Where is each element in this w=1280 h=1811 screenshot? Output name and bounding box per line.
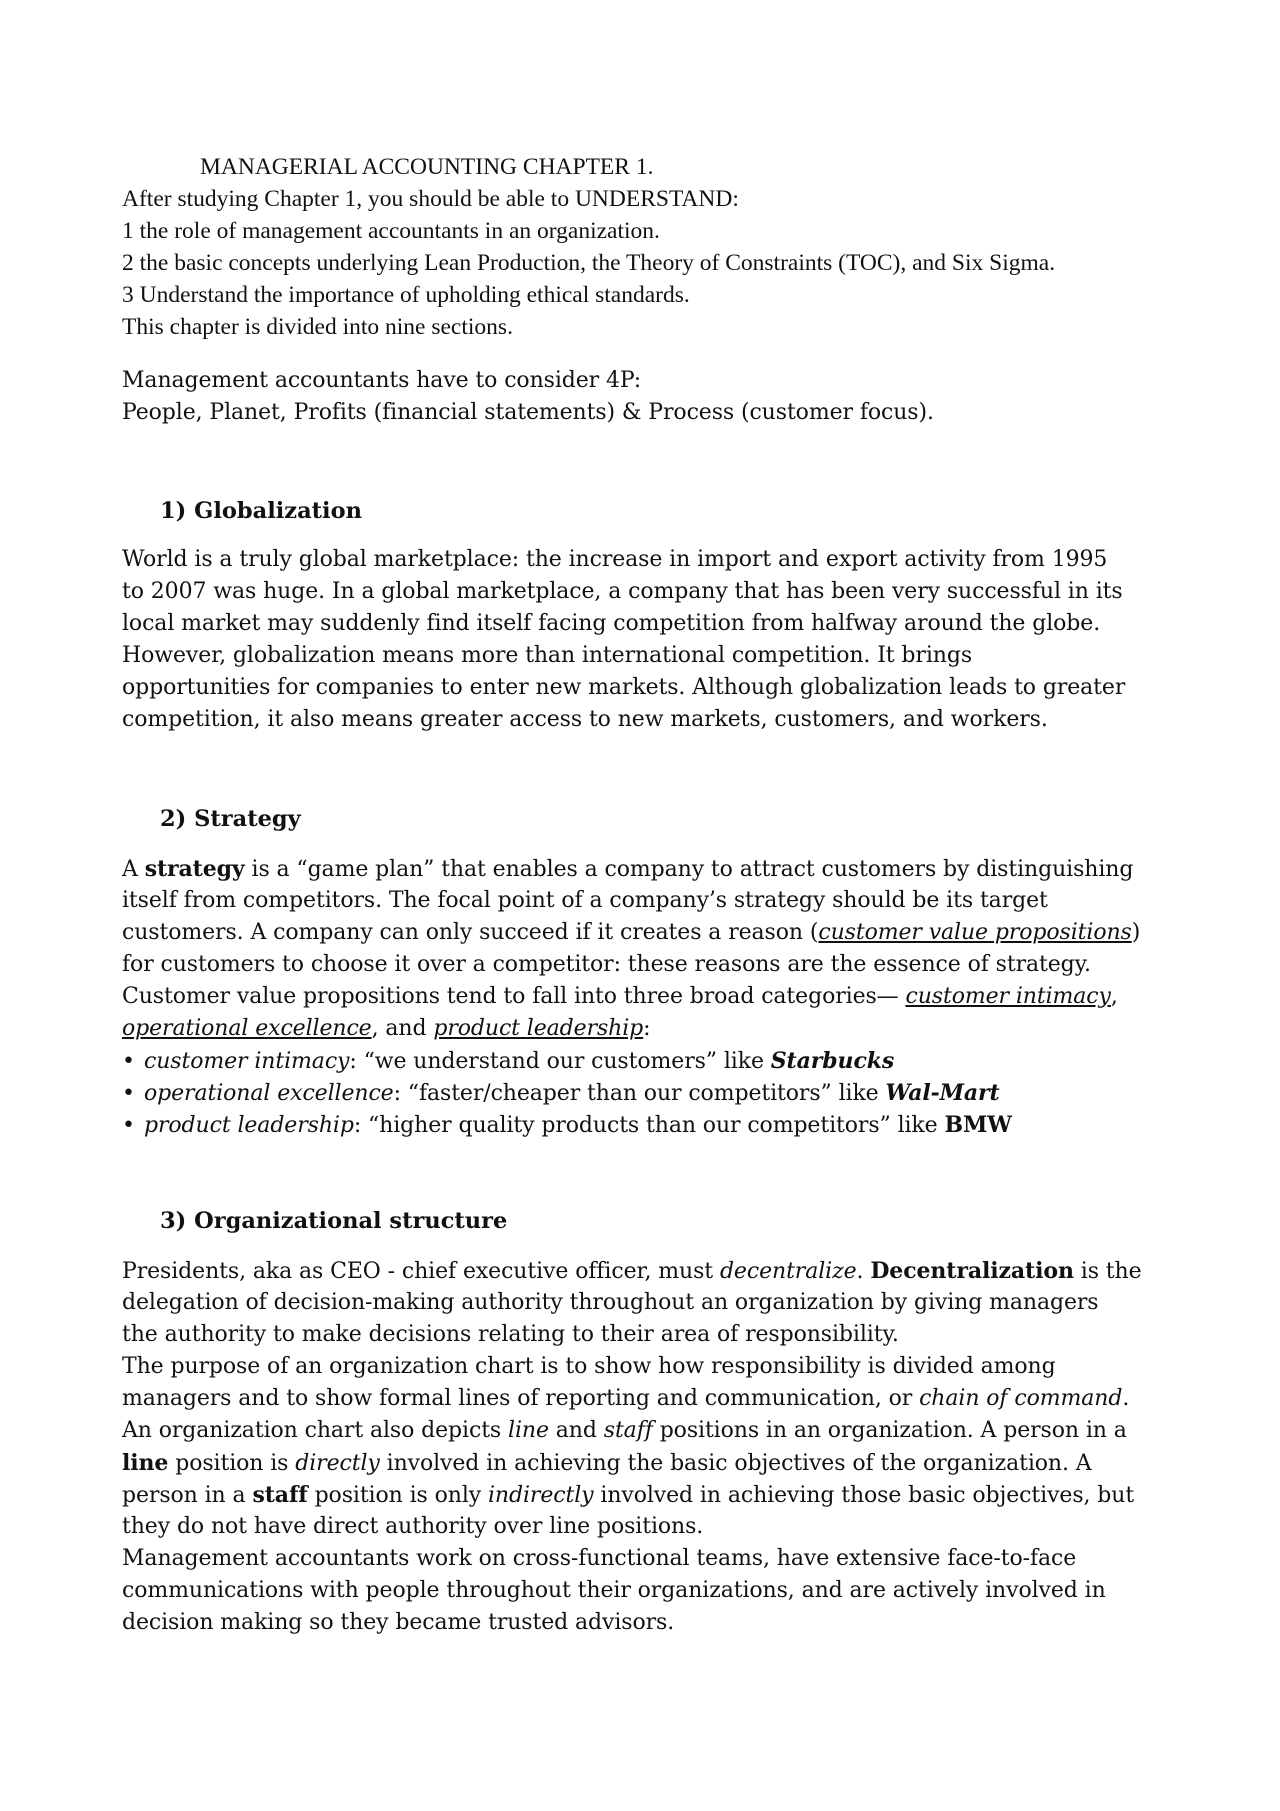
bullet-item: • customer intimacy: “we understand our customers” like Starbucks [122,1048,895,1074]
paragraph-line: decision making so they became trusted advisors. [122,1610,675,1635]
fourp-line: Management accountants have to consider 4P: [122,368,642,393]
paragraph-line: competition, it also means greater access to new markets, customers, and workers. [122,707,1048,732]
paragraph-line: to 2007 was huge. In a global marketplace, a company that has been very successful in its [122,579,1123,604]
fourp-line: People, Planet, Profits (financial statements) & Process (customer focus). [122,400,934,425]
paragraph-line: Customer value propositions tend to fall into three broad categories— customer intimacy, [122,984,1118,1009]
paragraph-line: managers and to show formal lines of reporting and communication, or chain of command. [122,1386,1130,1411]
paragraph-line: itself from competitors. The focal point of a company’s strategy should be its target [122,888,1048,913]
paragraph-line: delegation of decision-making authority throughout an organization by giving managers [122,1290,1099,1315]
paragraph-line: local market may suddenly find itself facing competition from halfway around the globe. [122,611,1101,636]
term-customer-value-propositions: customer value propositions [818,920,1132,945]
intro-line: 2 the basic concepts underlying Lean Production, the Theory of Constraints (TOC), and Six Sigma. [122,250,1056,276]
bullet-item: • product leadership: “higher quality products than our competitors” like BMW [122,1112,1012,1138]
paragraph-line: line position is directly involved in achieving the basic objectives of the organization. A [122,1450,1092,1476]
term-operational-excellence: operational excellence [122,1016,372,1041]
paragraph-line: Management accountants work on cross-functional teams, have extensive face-to-face [122,1546,1077,1571]
intro-line: This chapter is divided into nine sections. [122,314,513,340]
paragraph-line: The purpose of an organization chart is to show how responsibility is divided among [122,1354,1056,1379]
bullet-icon: • [122,1113,135,1138]
section-heading: 3) Organizational structure [160,1208,508,1234]
paragraph-line: communications with people throughout their organizations, and are actively involved in [122,1578,1106,1603]
term-customer-intimacy: customer intimacy [905,984,1111,1009]
intro-line: 1 the role of management accountants in an organization. [122,218,660,244]
brand-name: Wal-Mart [885,1080,1000,1106]
bullet-item: • operational excellence: “faster/cheaper than our competitors” like Wal-Mart [122,1080,1000,1106]
paragraph-line: An organization chart also depicts line and staff positions in an organization. A person in a [122,1418,1127,1443]
paragraph-line: for customers to choose it over a competitor: these reasons are the essence of strategy. [122,952,1091,977]
intro-line: After studying Chapter 1, you should be able to UNDERSTAND: [122,186,739,212]
paragraph-line: opportunities for companies to enter new markets. Although globalization leads to greater [122,675,1126,700]
bullet-icon: • [122,1049,135,1074]
brand-name: BMW [944,1112,1012,1138]
term-product-leadership: product leadership [433,1016,644,1041]
term-strategy: strategy [144,856,245,882]
paragraph-line: person in a staff position is only indirectly involved in achieving those basic objectives, but [122,1482,1135,1508]
paragraph-line: A strategy is a “game plan” that enables a company to attract customers by distinguishing [122,856,1134,882]
paragraph-line: World is a truly global marketplace: the increase in import and export activity from 1995 [122,547,1108,572]
paragraph-line: customers. A company can only succeed if it creates a reason (customer value propositions) [122,920,1141,945]
intro-line: 3 Understand the importance of upholding ethical standards. [122,282,690,308]
chapter-title: MANAGERIAL ACCOUNTING CHAPTER 1. [200,154,654,180]
paragraph-line: However, globalization means more than international competition. It brings [122,643,973,668]
paragraph-line: they do not have direct authority over line positions. [122,1514,704,1539]
bullet-icon: • [122,1081,135,1106]
paragraph-line: operational excellence, and product leadership: [122,1016,651,1041]
paragraph-line: Presidents, aka as CEO - chief executive officer, must decentralize. Decentralization is the [122,1258,1142,1284]
brand-name: Starbucks [770,1048,895,1074]
section-heading: 2) Strategy [160,806,301,832]
section-heading: 1) Globalization [160,498,362,524]
paragraph-line: the authority to make decisions relating to their area of responsibility. [122,1322,899,1347]
